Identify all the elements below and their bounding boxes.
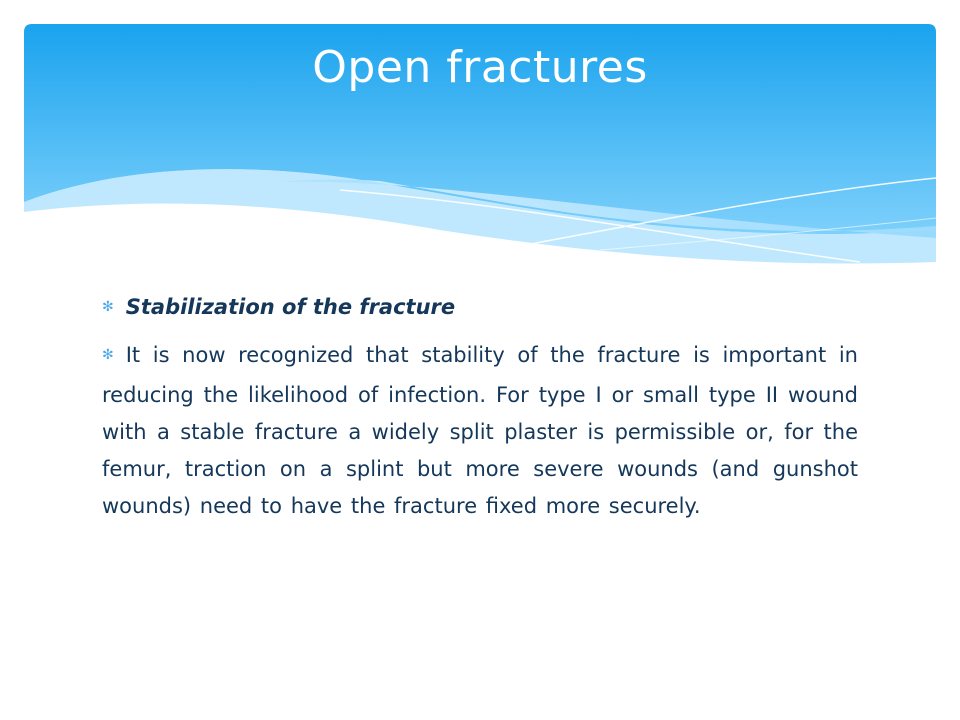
slide-content bbox=[102, 290, 858, 546]
bullet-heading: Stabilization of the fracture bbox=[125, 295, 456, 319]
slide-title: Open fractures bbox=[312, 42, 648, 93]
star-bullet-icon: ✻ bbox=[102, 299, 114, 315]
bullet-body-text: It is now recognized that stability of the fracture is important in reducing the likelihood of infection. For type I or small type II wound with a stable fracture a widely split plaster is permissible or, for the femur, traction on a splint but more severe wounds (and gunshot wounds) need to have the fracture fixed more securely. bbox=[102, 343, 858, 518]
bullet-item bbox=[102, 337, 858, 525]
bullet-item bbox=[102, 290, 858, 327]
star-bullet-icon: ✻ bbox=[102, 347, 114, 363]
